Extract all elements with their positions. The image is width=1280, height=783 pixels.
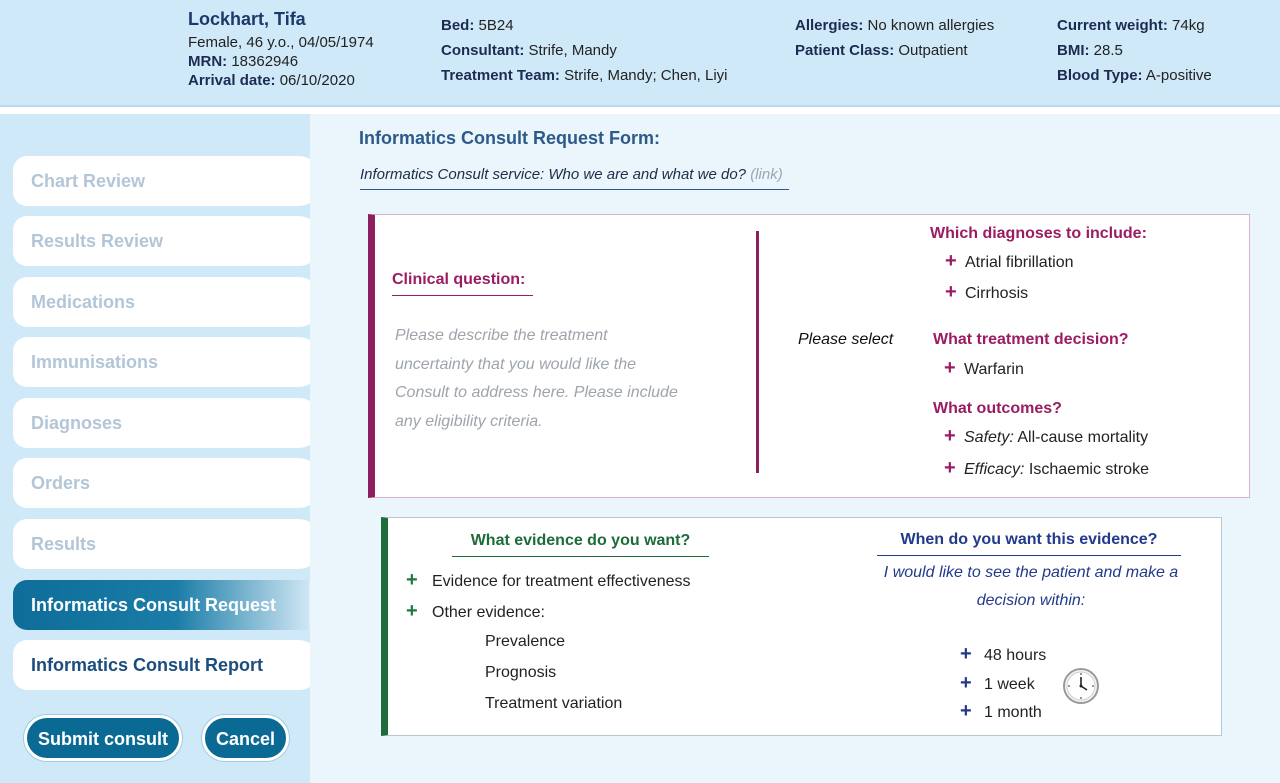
outcome-option[interactable]: [944, 457, 1149, 480]
plus-icon: +: [960, 700, 972, 722]
diagnoses-heading: Which diagnoses to include:: [930, 225, 1147, 242]
team-label: Treatment Team:: [441, 67, 560, 84]
sidebar-item-immunisations[interactable]: Immunisations: [13, 337, 323, 387]
other-evidence-item[interactable]: Prevalence: [485, 633, 566, 650]
service-info-link[interactable]: [360, 166, 789, 190]
clinical-question-input[interactable]: Please describe the treatment uncertainty that you would like the Consult to address here. Please include any eligibility criteria.: [395, 327, 678, 431]
evidence-label: Other evidence:: [432, 604, 545, 621]
sidebar-item-results-review[interactable]: Results Review: [13, 216, 323, 266]
diagnosis-label: Atrial fibrillation: [965, 254, 1074, 271]
sidebar-item-informatics-consult-report[interactable]: Informatics Consult Report: [13, 640, 323, 690]
bed-label: Bed:: [441, 17, 475, 34]
vitals-info: [1057, 13, 1212, 88]
outcome-label: All-cause mortality: [1017, 429, 1149, 446]
other-evidence-item[interactable]: Prognosis: [485, 664, 557, 681]
service-info-text: Informatics Consult service: Who we are and what we do?: [360, 166, 747, 183]
patient-class-label: Patient Class:: [795, 42, 895, 59]
patient-class-value: Outpatient: [898, 42, 968, 59]
treatment-heading: What treatment decision?: [933, 331, 1129, 348]
blood-type-label: Blood Type:: [1057, 67, 1143, 84]
when-heading: When do you want this evidence?: [877, 531, 1181, 556]
bed-value: 5B24: [478, 17, 514, 34]
submit-consult-button[interactable]: Submit consult: [24, 715, 182, 761]
evidence-label: Evidence for treatment effectiveness: [432, 573, 691, 590]
arrival-label: Arrival date:: [188, 72, 276, 89]
timeframe-option[interactable]: [960, 672, 1035, 695]
diagnosis-option[interactable]: [945, 250, 1073, 273]
bmi-value: 28.5: [1093, 42, 1123, 59]
patient-header: [0, 0, 1280, 107]
when-description: I would like to see the patient and make a decision within:: [883, 564, 1179, 609]
allergies-label: Allergies:: [795, 17, 864, 34]
timeframe-label: 1 week: [984, 676, 1035, 693]
weight-value: 74kg: [1172, 17, 1205, 34]
evidence-heading: What evidence do you want?: [452, 532, 709, 557]
other-evidence-item[interactable]: Treatment variation: [485, 695, 623, 712]
plus-icon: +: [406, 600, 418, 622]
please-select-label: Please select: [798, 331, 894, 348]
plus-icon: +: [944, 457, 956, 479]
sidebar-item-orders[interactable]: Orders: [13, 458, 323, 508]
clinical-question-label: Clinical question:: [392, 271, 533, 296]
treatment-label: Warfarin: [964, 361, 1024, 378]
allergies-value: No known allergies: [867, 17, 995, 34]
page-title: Informatics Consult Request Form:: [359, 128, 661, 148]
blood-type-value: A-positive: [1145, 67, 1212, 84]
outcome-option[interactable]: [944, 425, 1148, 448]
evidence-option[interactable]: [406, 600, 545, 623]
bmi-label: BMI:: [1057, 42, 1090, 59]
sidebar-item-chart-review[interactable]: Chart Review: [13, 156, 323, 206]
timeframe-label: 48 hours: [984, 647, 1047, 664]
plus-icon: +: [960, 643, 972, 665]
sidebar-item-results[interactable]: Results: [13, 519, 323, 569]
timeframe-option[interactable]: [960, 700, 1042, 723]
outcome-type: Safety:: [964, 429, 1014, 446]
weight-label: Current weight:: [1057, 17, 1168, 34]
timeframe-label: 1 month: [984, 704, 1042, 721]
outcome-label: Ischaemic stroke: [1028, 461, 1149, 478]
admission-info: [441, 13, 728, 88]
plus-icon: +: [406, 569, 418, 591]
plus-icon: +: [945, 281, 957, 303]
link-text[interactable]: (link): [750, 166, 783, 183]
diagnosis-option[interactable]: [945, 281, 1028, 304]
patient-identity: [188, 8, 374, 90]
mrn-value: 18362946: [231, 53, 299, 70]
sidebar-item-medications[interactable]: Medications: [13, 277, 323, 327]
outcomes-heading: What outcomes?: [933, 400, 1062, 417]
sidebar-item-informatics-consult-request[interactable]: Informatics Consult Request: [13, 580, 309, 630]
consultant-value: Strife, Mandy: [528, 42, 617, 59]
clinical-info: [795, 13, 994, 63]
outcome-type: Efficacy:: [964, 461, 1025, 478]
consultant-label: Consultant:: [441, 42, 525, 59]
cancel-button[interactable]: Cancel: [202, 715, 289, 761]
arrival-value: 06/10/2020: [279, 72, 355, 89]
timeframe-option[interactable]: [960, 643, 1046, 666]
plus-icon: +: [944, 357, 956, 379]
clock-icon: [1062, 667, 1100, 705]
patient-demographics: Female, 46 y.o., 04/05/1974: [188, 34, 374, 51]
plus-icon: +: [944, 425, 956, 447]
team-value: Strife, Mandy; Chen, Liyi: [564, 67, 728, 84]
sidebar-item-diagnoses[interactable]: Diagnoses: [13, 398, 323, 448]
mrn-label: MRN:: [188, 53, 228, 70]
treatment-option[interactable]: [944, 357, 1024, 380]
plus-icon: +: [960, 672, 972, 694]
plus-icon: +: [945, 250, 957, 272]
patient-name: Lockhart, Tifa: [188, 9, 306, 29]
panel-divider: [756, 231, 759, 473]
diagnosis-label: Cirrhosis: [965, 285, 1029, 302]
evidence-option[interactable]: [406, 569, 691, 592]
